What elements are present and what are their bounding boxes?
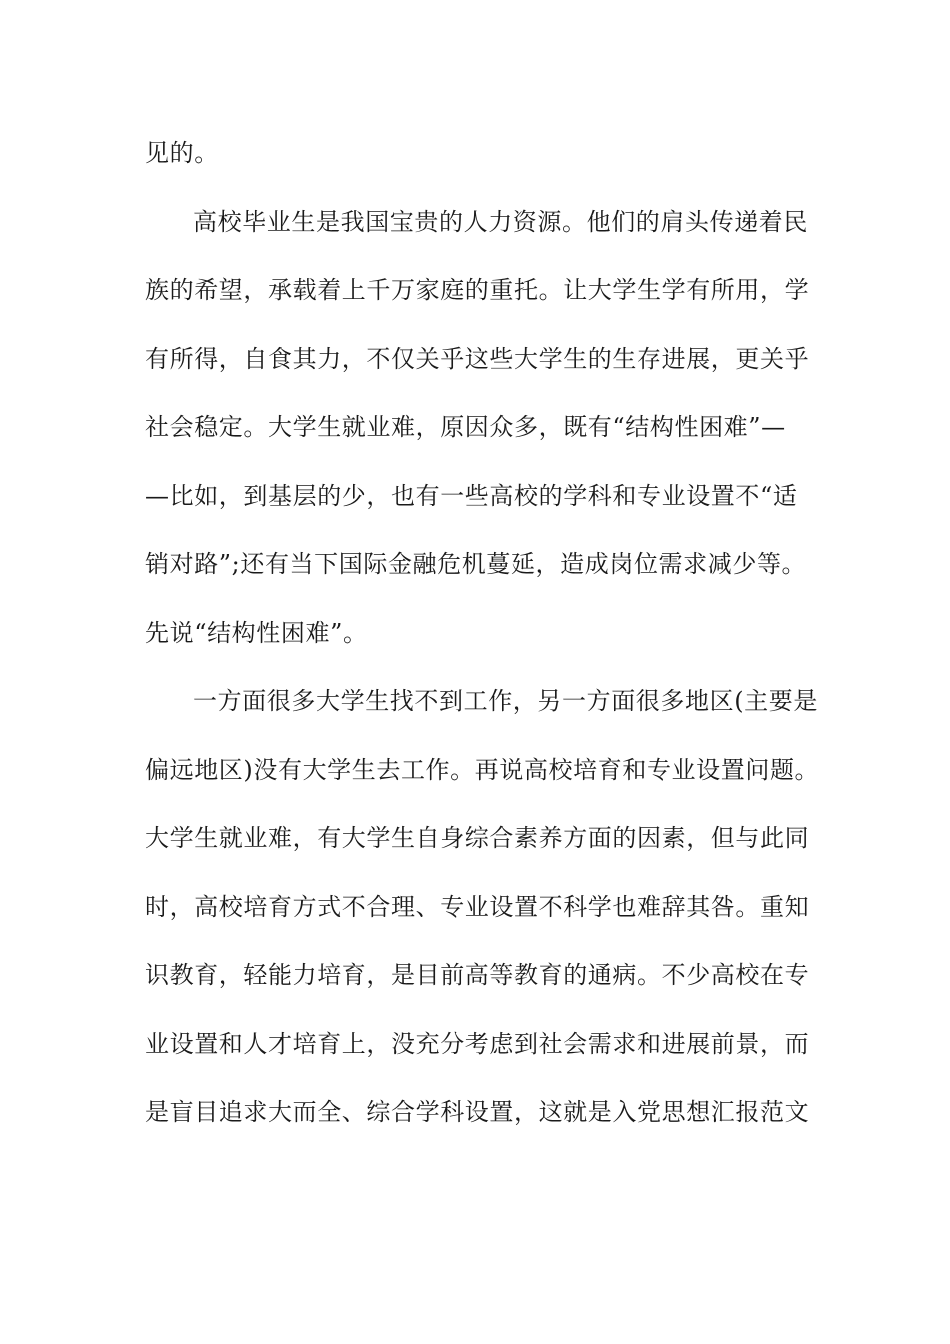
text-line: 族的希望，承载着上千万家庭的重托。让大学生学有所用，学 [145, 276, 810, 304]
text-line: 见的。 [145, 139, 219, 167]
text-line: 销对路”;还有当下国际金融危机蔓延，造成岗位需求减少等。 [145, 550, 807, 578]
text-line: 社会稳定。大学生就业难，原因众多，既有“结构性困难”— [145, 413, 786, 441]
paragraph-first-line: 高校毕业生是我国宝贵的人力资源。他们的肩头传递着民 [193, 207, 808, 236]
text-line: 是盲目追求大而全、综合学科设置，这就是入党思想汇报范文 [145, 1098, 810, 1126]
text-line: 时，高校培育方式不合理、专业设置不科学也难辞其咎。重知 [145, 892, 810, 921]
text-line: 业设置和人才培育上，没充分考虑到社会需求和进展前景，而 [145, 1029, 810, 1058]
text-line: 偏远地区)没有大学生去工作。再说高校培育和专业设置问题。 [145, 755, 820, 784]
text-line: 大学生就业难，有大学生自身综合素养方面的因素，但与此同 [145, 824, 810, 852]
paragraph-first-line: 一方面很多大学生找不到工作，另一方面很多地区(主要是 [193, 687, 818, 715]
text-line: 识教育，轻能力培育，是目前高等教育的通病。不少高校在专 [145, 961, 810, 989]
text-line: 有所得，自食其力，不仅关乎这些大学生的生存进展，更关乎 [145, 344, 810, 373]
text-line: —比如，到基层的少，也有一些高校的学科和专业设置不“适 [145, 481, 798, 510]
text-line: 先说“结构性困难”。 [145, 618, 368, 647]
document-body [145, 128, 820, 1156]
